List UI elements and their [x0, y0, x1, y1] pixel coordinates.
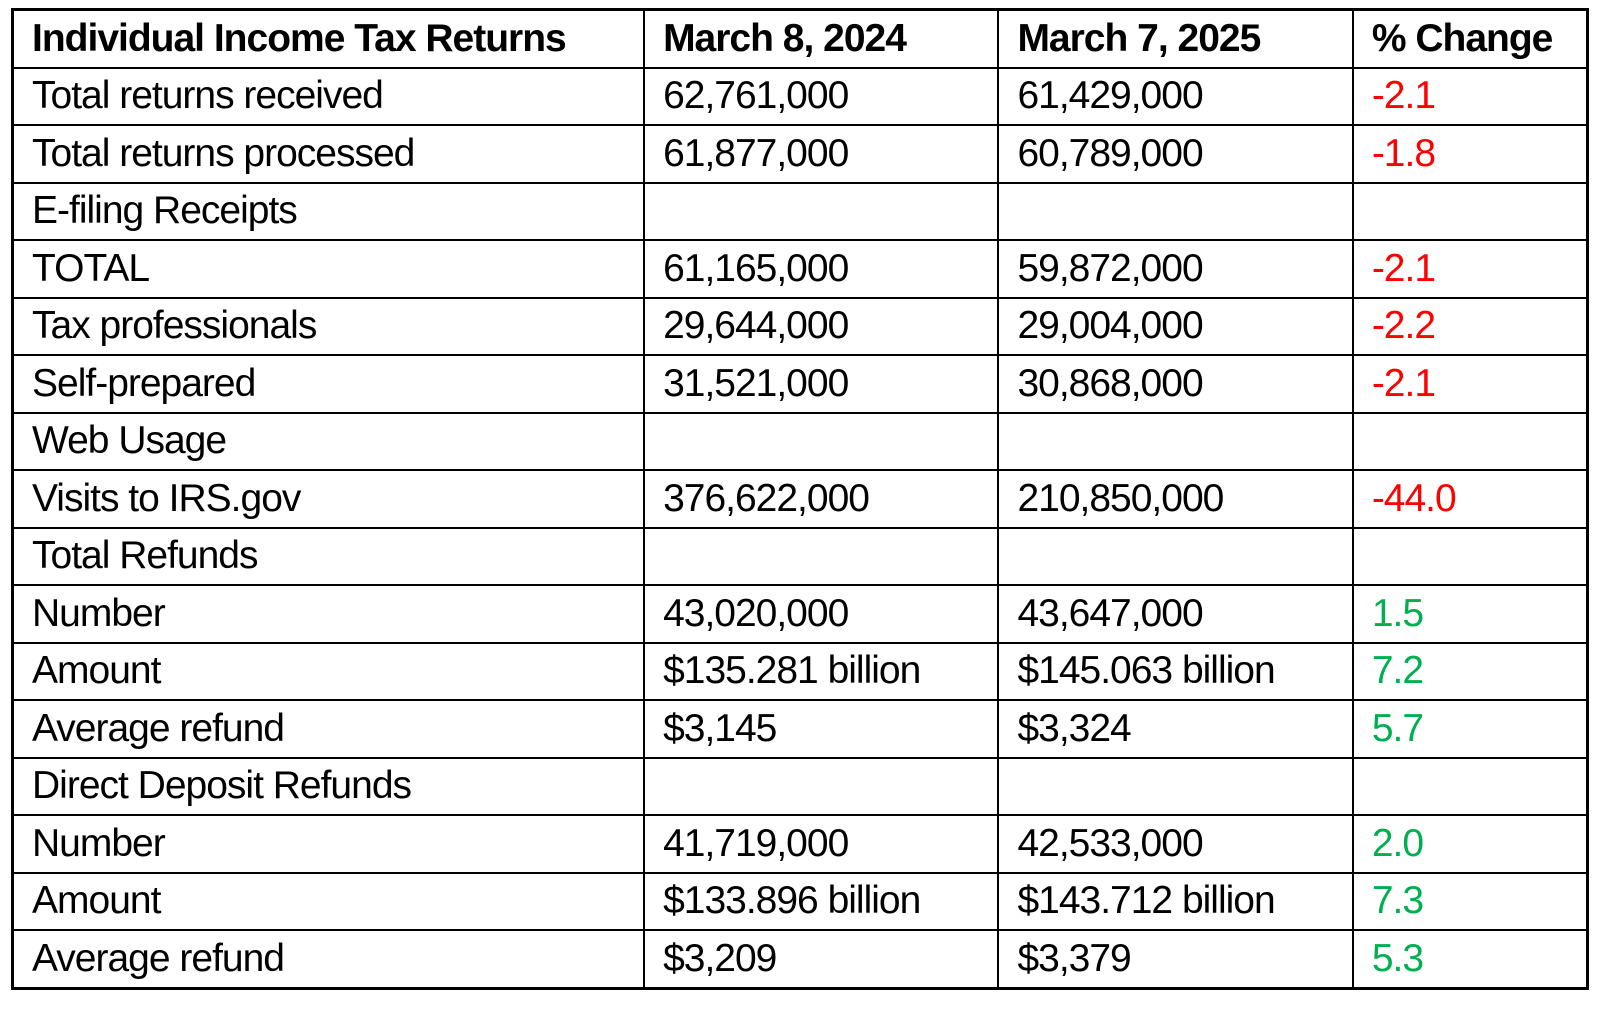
value-2024: 376,622,000 [644, 470, 998, 528]
section-row [13, 183, 1588, 241]
value-2025: 30,868,000 [998, 355, 1352, 413]
row-label: Amount [13, 643, 645, 701]
value-2024: 43,020,000 [644, 585, 998, 643]
value-2025: 42,533,000 [998, 815, 1352, 873]
table-row [13, 643, 1588, 701]
section-row [13, 413, 1588, 471]
value-2025: $145.063 billion [998, 643, 1352, 701]
value-2025: 210,850,000 [998, 470, 1352, 528]
value-2025: 43,647,000 [998, 585, 1352, 643]
column-header-2025: March 7, 2025 [998, 10, 1352, 68]
row-label: Visits to IRS.gov [13, 470, 645, 528]
row-label: Average refund [13, 930, 645, 988]
table-row [13, 68, 1588, 126]
column-header-category: Individual Income Tax Returns [13, 10, 645, 68]
table-row [13, 815, 1588, 873]
section-label: Direct Deposit Refunds [13, 758, 645, 816]
row-label: TOTAL [13, 240, 645, 298]
empty-cell [1353, 758, 1588, 816]
pct-change-value: -2.1 [1353, 240, 1588, 298]
row-label: Self-prepared [13, 355, 645, 413]
pct-change-value: -2.1 [1353, 355, 1588, 413]
column-header-2024: March 8, 2024 [644, 10, 998, 68]
section-label: Total Refunds [13, 528, 645, 586]
value-2024: 61,877,000 [644, 125, 998, 183]
pct-change-value: 5.3 [1353, 930, 1588, 988]
empty-cell [998, 183, 1352, 241]
table-row [13, 930, 1588, 988]
pct-change-value: 2.0 [1353, 815, 1588, 873]
pct-change-value: -2.1 [1353, 68, 1588, 126]
pct-change-value: 7.3 [1353, 873, 1588, 931]
value-2024: $135.281 billion [644, 643, 998, 701]
tax-filing-stats-table [11, 8, 1589, 990]
empty-cell [644, 183, 998, 241]
row-label: Number [13, 815, 645, 873]
value-2025: 61,429,000 [998, 68, 1352, 126]
value-2025: 59,872,000 [998, 240, 1352, 298]
value-2025: $3,379 [998, 930, 1352, 988]
pct-change-value: 7.2 [1353, 643, 1588, 701]
pct-change-value: -44.0 [1353, 470, 1588, 528]
table-row [13, 125, 1588, 183]
table-row [13, 873, 1588, 931]
value-2024: 29,644,000 [644, 298, 998, 356]
value-2024: 31,521,000 [644, 355, 998, 413]
section-label: E-filing Receipts [13, 183, 645, 241]
row-label: Tax professionals [13, 298, 645, 356]
table-row [13, 298, 1588, 356]
value-2024: 41,719,000 [644, 815, 998, 873]
table-row [13, 355, 1588, 413]
table-row [13, 470, 1588, 528]
row-label: Total returns received [13, 68, 645, 126]
value-2024: $3,209 [644, 930, 998, 988]
value-2024: 61,165,000 [644, 240, 998, 298]
row-label: Average refund [13, 700, 645, 758]
empty-cell [1353, 183, 1588, 241]
row-label: Amount [13, 873, 645, 931]
section-label: Web Usage [13, 413, 645, 471]
pct-change-value: 5.7 [1353, 700, 1588, 758]
section-row [13, 528, 1588, 586]
value-2024: $133.896 billion [644, 873, 998, 931]
empty-cell [644, 528, 998, 586]
empty-cell [998, 758, 1352, 816]
section-row [13, 758, 1588, 816]
value-2025: 60,789,000 [998, 125, 1352, 183]
table-row [13, 700, 1588, 758]
pct-change-value: 1.5 [1353, 585, 1588, 643]
value-2025: 29,004,000 [998, 298, 1352, 356]
table-row [13, 240, 1588, 298]
value-2024: 62,761,000 [644, 68, 998, 126]
column-header-pct-change: % Change [1353, 10, 1588, 68]
value-2025: $143.712 billion [998, 873, 1352, 931]
empty-cell [1353, 528, 1588, 586]
value-2024: $3,145 [644, 700, 998, 758]
value-2025: $3,324 [998, 700, 1352, 758]
pct-change-value: -1.8 [1353, 125, 1588, 183]
empty-cell [998, 413, 1352, 471]
empty-cell [998, 528, 1352, 586]
empty-cell [644, 413, 998, 471]
header-row [13, 10, 1588, 68]
empty-cell [1353, 413, 1588, 471]
table-row [13, 585, 1588, 643]
empty-cell [644, 758, 998, 816]
row-label: Total returns processed [13, 125, 645, 183]
pct-change-value: -2.2 [1353, 298, 1588, 356]
row-label: Number [13, 585, 645, 643]
